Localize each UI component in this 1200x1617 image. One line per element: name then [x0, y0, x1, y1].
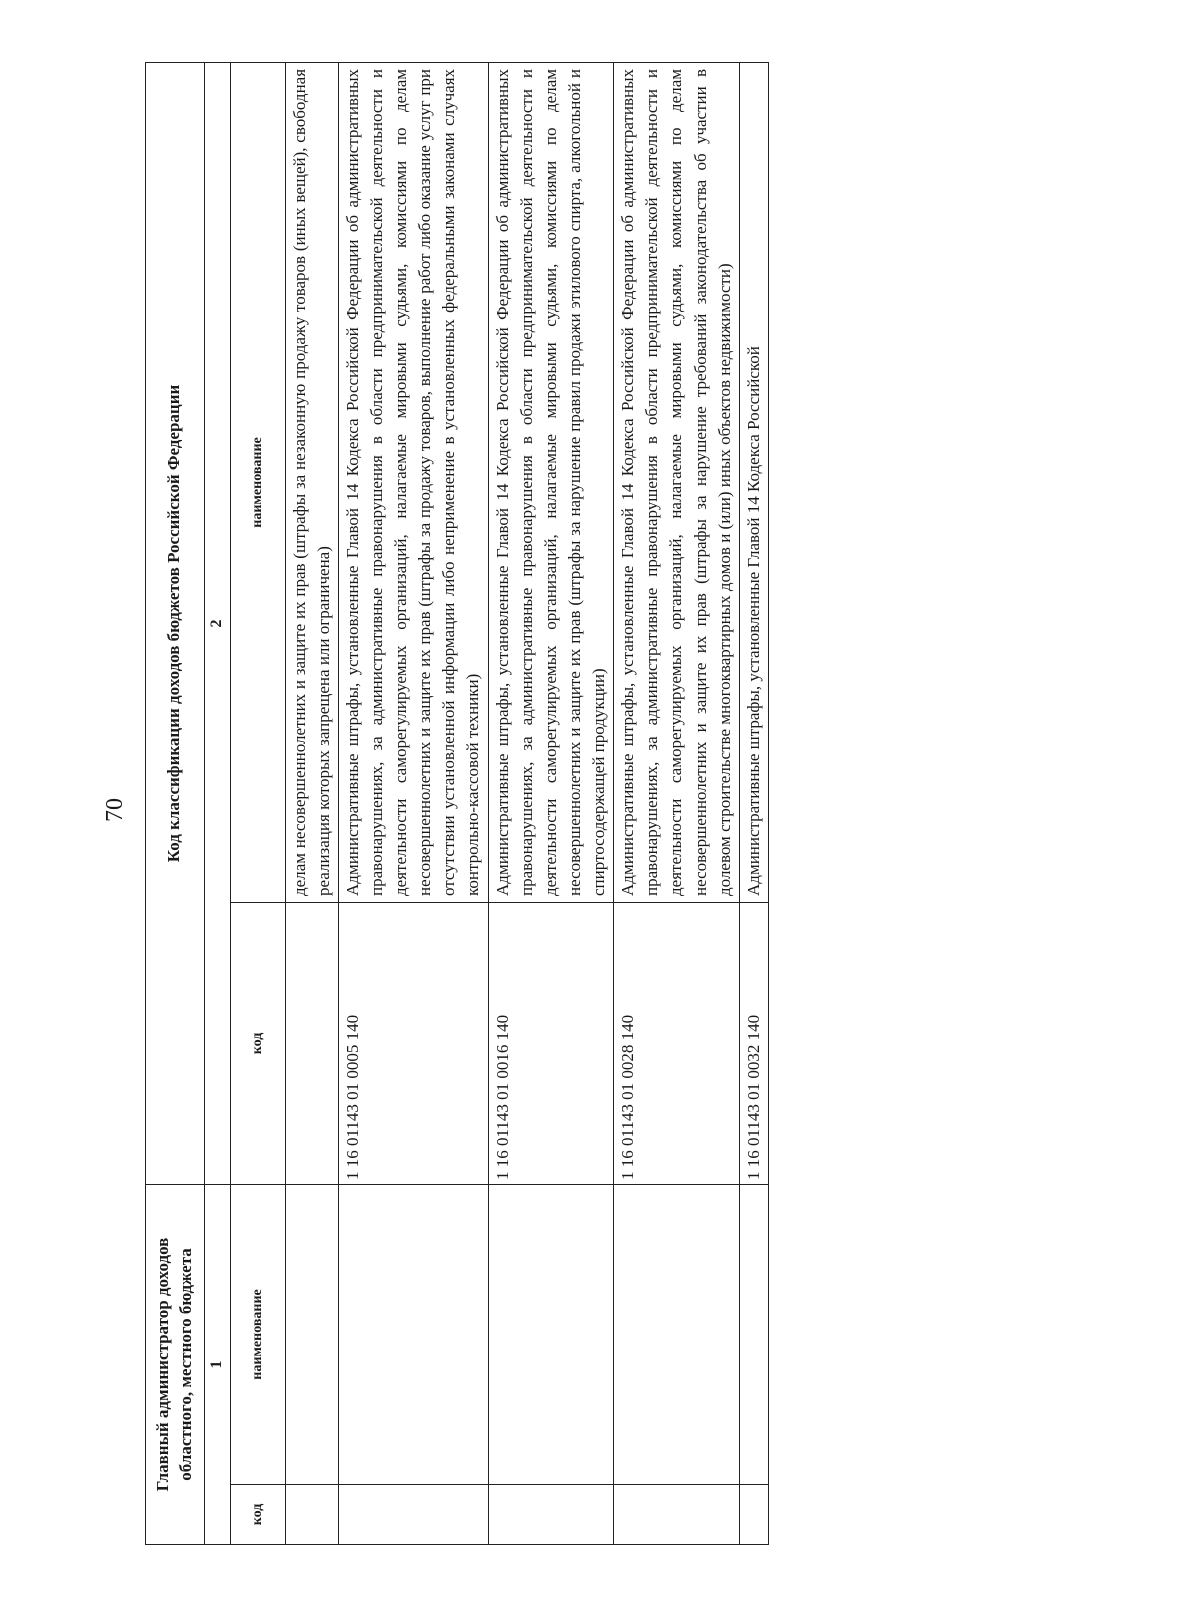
- classification-name-cell: Административные штрафы, установленные Главой 14 Кодекса Российской Федерации об административных правонарушениях, за административные правонарушения в области предпринимательской деятельности и деятельности саморегулируемых организаций, налагаемые мировыми судьями, комиссиями по делам несовершеннолетних и защите их прав (штрафы за нарушение требований законодательства об участии в долевом строительстве многоквартирных домов и (или) иных объектов недвижимости): [614, 62, 740, 902]
- table-row: [488, 62, 614, 1544]
- admin-name-cell: [614, 1184, 740, 1484]
- header-classification-name: наименование: [230, 62, 285, 902]
- header-row-numbers: [204, 62, 230, 1544]
- revenue-classification-table: [145, 62, 769, 1545]
- table-row: [285, 62, 338, 1544]
- header-column-number-1: 1: [204, 1184, 230, 1544]
- table-row: [739, 62, 768, 1544]
- admin-name-cell: [285, 1184, 338, 1484]
- classification-code-cell: 1 16 01143 01 0005 140: [338, 902, 488, 1184]
- document-table-rotated: [145, 63, 1035, 1545]
- admin-code-cell: [739, 1485, 768, 1545]
- header-admin-group: Главный администратор доходов областного, местного бюджета: [146, 1184, 205, 1544]
- classification-name-cell: Административные штрафы, установленные Главой 14 Кодекса Российской Федерации об административных правонарушениях, за административные правонарушения в области предпринимательской деятельности и деятельности саморегулируемых организаций, налагаемые мировыми судьями, комиссиями по делам несовершеннолетних и защите их прав (штрафы за нарушение правил продажи этилового спирта, алкогольной и спиртосодержащей продукции): [488, 62, 614, 902]
- classification-name-cell: делам несовершеннолетних и защите их прав (штрафы за незаконную продажу товаров (иных вещей), свободная реализация которых запрещена или ограничена): [285, 62, 338, 902]
- admin-name-cell: [739, 1184, 768, 1484]
- admin-name-cell: [338, 1184, 488, 1484]
- classification-name-cell: Административные штрафы, установленные Главой 14 Кодекса Российской Федерации об административных правонарушениях, за административные правонарушения в области предпринимательской деятельности и деятельности саморегулируемых организаций, налагаемые мировыми судьями, комиссиями по делам несовершеннолетних и защите их прав (штрафы за продажу товаров, выполнение работ либо оказание услуг при отсутствии установленной информации либо неприменение в установленных федеральными законами случаях контрольно-кассовой техники): [338, 62, 488, 902]
- header-admin-code: код: [230, 1485, 285, 1545]
- admin-name-cell: [488, 1184, 614, 1484]
- admin-code-cell: [614, 1485, 740, 1545]
- classification-name-cell: Административные штрафы, установленные Главой 14 Кодекса Российской: [739, 62, 768, 902]
- header-admin-name: наименование: [230, 1184, 285, 1484]
- admin-code-cell: [338, 1485, 488, 1545]
- header-row-groups: [146, 62, 205, 1544]
- table-row: [338, 62, 488, 1544]
- classification-code-cell: [285, 902, 338, 1184]
- header-row-columns: [230, 62, 285, 1544]
- classification-code-cell: 1 16 01143 01 0032 140: [739, 902, 768, 1184]
- table-row: [614, 62, 740, 1544]
- classification-code-cell: 1 16 01143 01 0028 140: [614, 902, 740, 1184]
- classification-code-cell: 1 16 01143 01 0016 140: [488, 902, 614, 1184]
- admin-code-cell: [285, 1485, 338, 1545]
- header-column-number-2: 2: [204, 62, 230, 1184]
- page-number: 70: [102, 798, 128, 822]
- admin-code-cell: [488, 1485, 614, 1545]
- header-code-group: Код классификации доходов бюджетов Российской Федерации: [146, 62, 205, 1184]
- header-classification-code: код: [230, 902, 285, 1184]
